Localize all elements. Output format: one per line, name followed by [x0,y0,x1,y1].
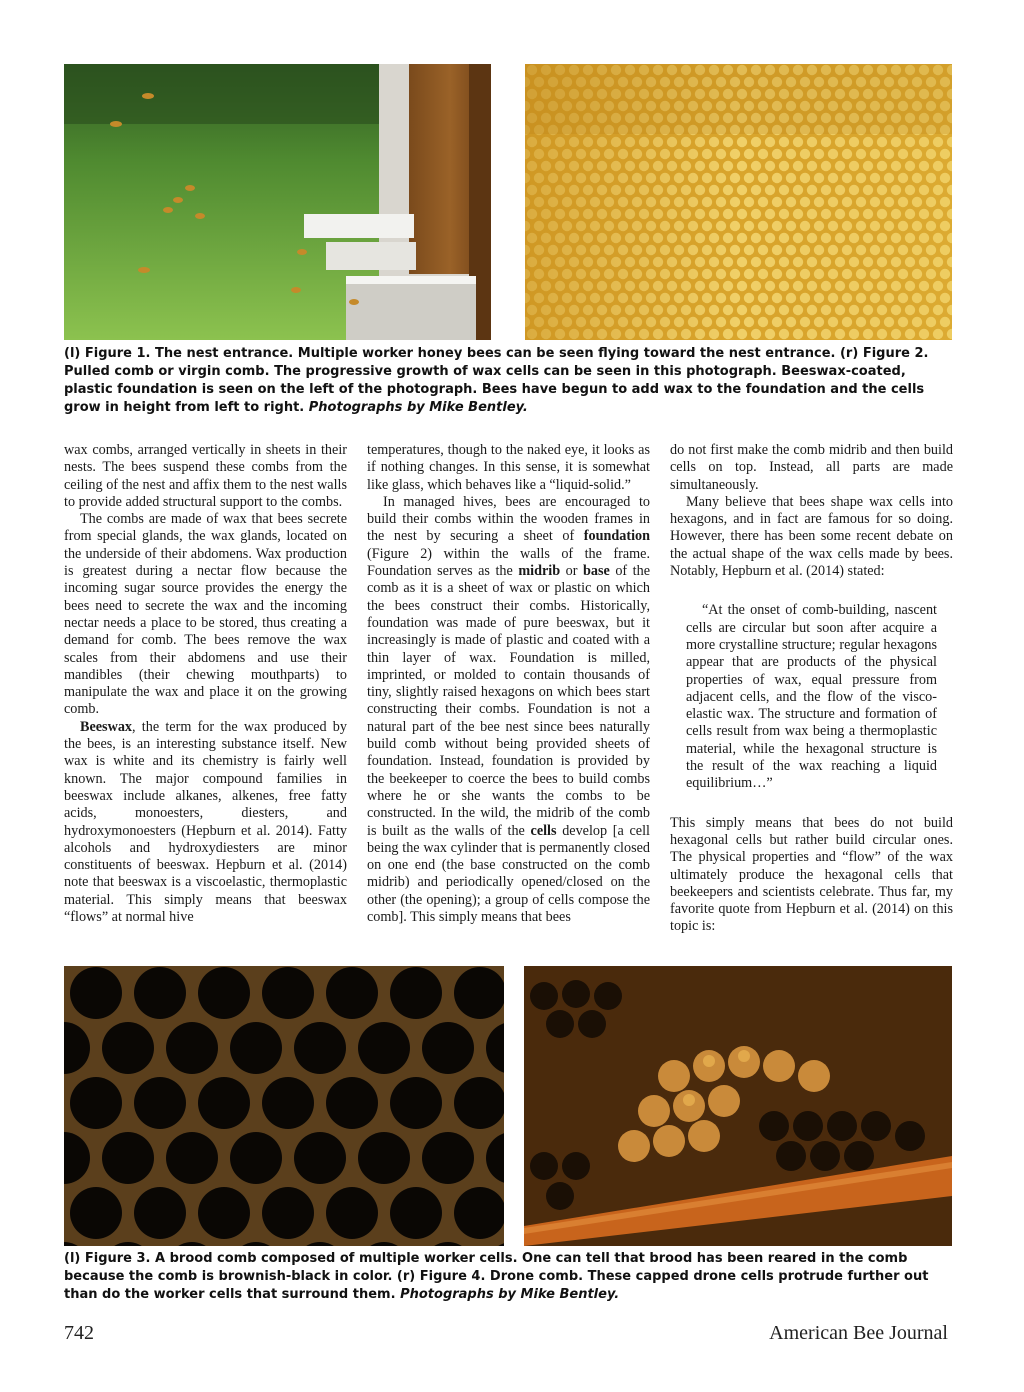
term-foundation: foundation [583,528,650,545]
virgin-comb-illustration [525,64,952,340]
block-quote [686,602,937,792]
top-figures-caption [64,345,954,417]
figure-1-nest-entrance-photo [64,64,491,340]
term-beeswax: Beeswax [80,718,133,735]
brood-comb-illustration [64,966,504,1246]
drone-comb-illustration [524,966,952,1246]
quote-text: “At the onset of comb-building, nascent cells are circular but soon after acquire a more crystalline structure; regular hexagons appear that are products of the physical properties of wax, equal pressure from adjacent cells, and the flow of the visco-elastic wax. The structure and formation of cells result from wax being a thermoplastic material, while the hexagonal structure is the result of the wax reaching a liquid equilibrium…” [686,602,937,792]
nest-entrance-illustration [64,64,491,340]
term-cells: cells [530,822,557,839]
paragraph: The combs are made of wax that bees secrete from special glands, the wax glands, located on the underside of their abdomens. Wax production is greatest during a nectar flow because the incoming sugar source provides the energy the bees need to secrete the wax and the incoming nectar needs a place to be stored, thus creating a demand for comb. The bees remove the wax scales from their abdomens and use their mandibles (their chewing mouthparts) to manipulate the wax and place it on the growing comb. [64,511,347,718]
text-column-2 [367,442,650,926]
paragraph-text: In managed hives, bees are encouraged to build their combs within the wooden frames in the nest by securing a sheet of [367,493,650,545]
paragraph-text: or [560,563,583,580]
term-midrib: midrib [518,563,561,580]
paragraph-text: (Figure 2) within the walls of the frame. Foundation serves as the [367,545,650,580]
bottom-caption-text: (l) Figure 3. A brood comb composed of multiple worker cells. One can tell that brood has been reared in the comb because the comb is brownish-black in color. (r) Figure 4. Drone comb. These capped drone cells protrude further out than do the worker cells that surround them. [64,1251,929,1302]
paragraph [64,719,347,927]
paragraph: Many believe that bees shape wax cells into hexagons, and in fact are famous for so doing. However, there has been some recent debate on the actual shape of the wax cells made by bees. Notably, Hepburn et al. (2014) stated: [670,493,953,580]
paragraph-text: , the term for the wax produced by the bees, is an interesting substance itself. New wax is white and its chemistry is fairly well known. The major compound families in beeswax include alkanes, alkenes, free fatty acids, monoesters, diesters, and hydroxymonoesters (Hepburn et al. 2014). Fatty alcohols and hydroxydiesters are minor constituents of beeswax. Hepburn et al. (2014) note that beeswax is a viscoelastic, thermoplastic material. This simply means that beeswax “flows” at normal hive [64,718,347,926]
top-caption-text: (l) Figure 1. The nest entrance. Multiple worker honey bees can be seen flying toward the nest entrance. (r) Figure 2. Pulled comb or virgin comb. The progressive growth of wax cells can be seen in this photograph. Beeswax-coated, plastic foundation is seen on the left of the photograph. Bees have begun to add wax to the foundation and the cells grow in height from left to right. [64,346,929,415]
top-caption-credit: Photographs by Mike Bentley. [308,400,528,415]
figure-2-virgin-comb-photo [525,64,952,340]
paragraph [367,494,650,926]
figure-4-drone-comb-photo [524,966,952,1246]
text-column-1 [64,442,347,926]
bottom-figures-caption [64,1250,954,1304]
paragraph-text: develop [a cell being the wax cylinder that is permanently closed on one end (the base constructed on the comb midrib) and periodically opened/closed on the other (the opening); a group of cells compose the comb]. This simply means that bees [367,822,650,926]
figure-3-brood-comb-photo [64,966,504,1246]
paragraph: This simply means that bees do not build hexagonal cells but rather build circular ones. The physical properties and “flow” of the wax ultimately produce the hexagonal cells that beekeepers and scientists celebrate. Thus far, my favorite quote from Hepburn et al. (2014) on this topic is: [670,814,953,935]
page-number: 742 [64,1322,94,1344]
paragraph: do not first make the comb midrib and then build cells on top. Instead, all parts are made simultaneously. [670,442,953,493]
journal-name: American Bee Journal [769,1322,948,1344]
paragraph-text: of the comb as it is a sheet of wax or plastic on which the bees construct their combs. Historically, foundation was made of pure beeswax, but it increasingly is made of plastic and coated with a thin layer of wax. Foundation is milled, imprinted, or molded to contain thousands of tiny, slightly raised hexagons on which bees start constructing their combs. Foundation is not a natural part of the bee nest since bees naturally build comb without being provided sheets of foundation. Instead, foundation is provided by the beekeeper to coerce the bees to build combs where he or she wants the combs to be constructed. In the wild, the midrib of the comb is built as the walls of the [367,563,650,839]
bottom-caption-credit: Photographs by Mike Bentley. [400,1287,620,1302]
paragraph: wax combs, arranged vertically in sheets in their nests. The bees suspend these combs from the ceiling of the nest and affix them to the nest walls to provide added structural support to the combs. [64,442,347,510]
paragraph: temperatures, though to the naked eye, it looks as if nothing changes. In this sense, it is somewhat like glass, which behaves like a “liquid-solid.” [367,442,650,493]
text-column-3 [670,442,953,936]
term-base: base [582,563,610,580]
